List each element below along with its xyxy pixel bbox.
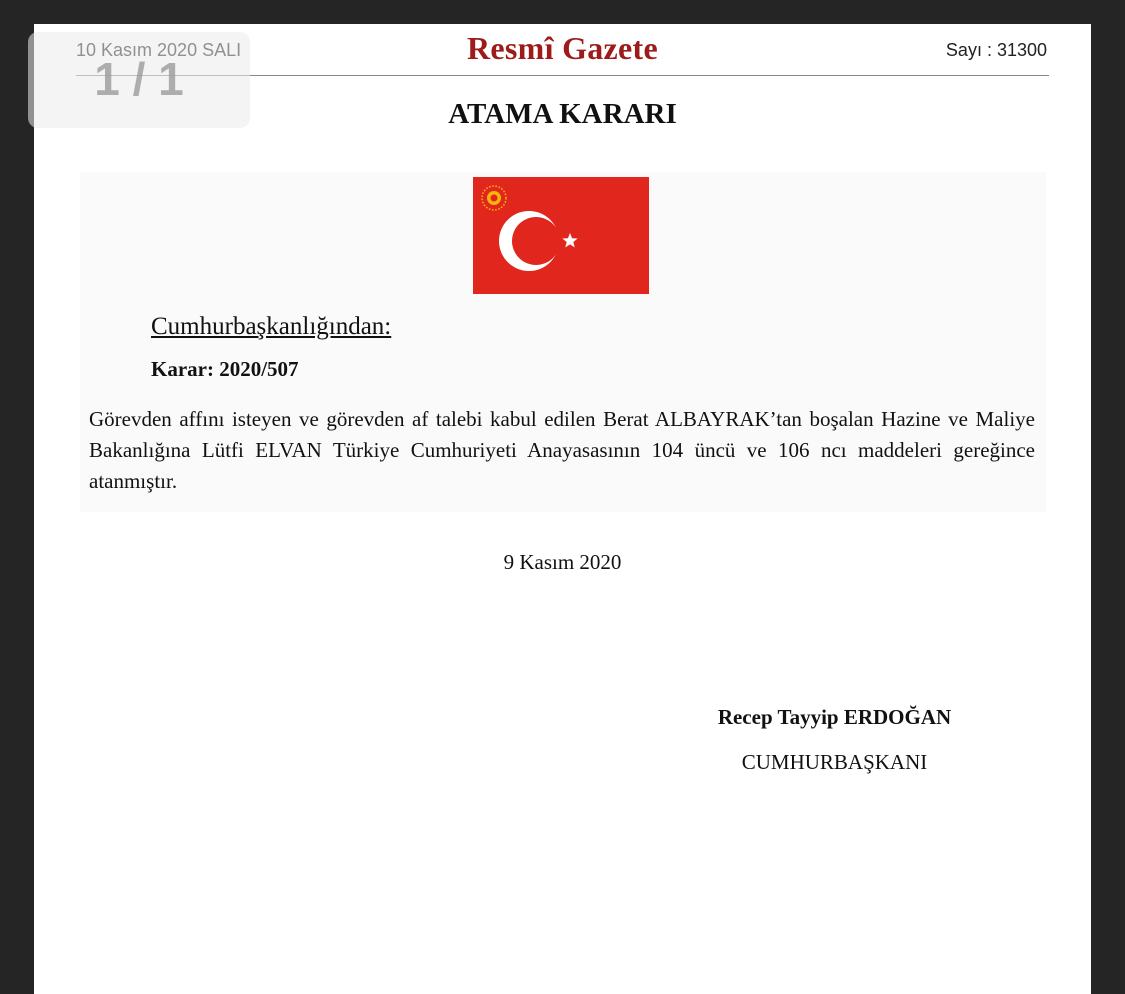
- gazette-title: Resmî Gazete: [466, 30, 659, 66]
- signer-title: CUMHURBAŞKANI: [741, 750, 928, 774]
- page-indicator: 1 / 1: [28, 32, 250, 128]
- gazette-issue-number: Sayı : 31300: [945, 40, 1047, 60]
- signature-date: 9 Kasım 2020: [503, 550, 622, 574]
- decision-number: Karar: 2020/507: [151, 357, 299, 381]
- document-page: [34, 24, 1091, 994]
- decision-body-text: Görevden affını isteyen ve görevden af talebi kabul edilen Berat ALBAYRAK’tan boşalan Hazine ve Maliye Bakanlığına Lütfi ELVAN Türkiye Cumhuriyeti Anayasasının 104 üncü ve 106 ncı maddeleri gereğince atanmıştır.: [89, 407, 1035, 493]
- turkish-flag-icon: [473, 177, 649, 294]
- document-title: ATAMA KARARI: [448, 98, 677, 130]
- signer-name: Recep Tayyip ERDOĞAN: [717, 705, 952, 729]
- issuing-institution: Cumhurbaşkanlığından:: [151, 313, 392, 340]
